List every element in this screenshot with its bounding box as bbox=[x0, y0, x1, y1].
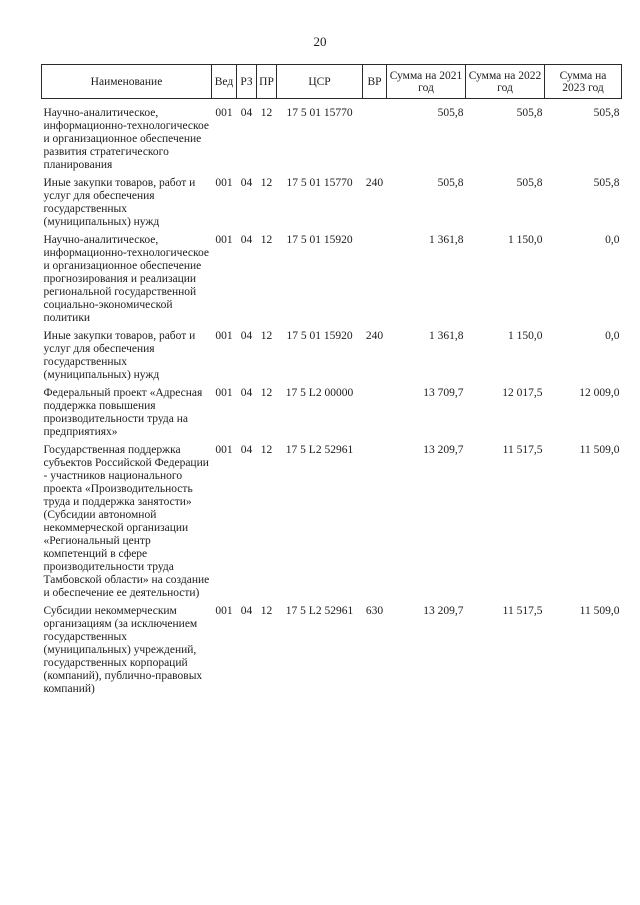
row-name: Научно-аналитическое, информационно-технологическое и организационное обеспечение развития стратегического планирования bbox=[43, 107, 209, 171]
table-header-row bbox=[42, 65, 622, 99]
table-row bbox=[42, 105, 622, 175]
row-sum-2021: 13 709,7 bbox=[423, 387, 464, 399]
row-vr bbox=[363, 105, 387, 175]
row-csr: 17 5 L2 52961 bbox=[285, 444, 354, 456]
row-name: Субсидии некоммерческим организациям (за исключением государственных (муниципальных) учреждений, государственных корпораций (компаний), публично-правовых компаний) bbox=[43, 605, 203, 695]
header-vr: ВР bbox=[363, 65, 387, 99]
header-pr: ПР bbox=[257, 65, 277, 99]
row-rz: 04 bbox=[240, 177, 253, 189]
row-sum-2022: 11 517,5 bbox=[502, 605, 543, 617]
row-ved: 001 bbox=[215, 444, 233, 456]
budget-table bbox=[41, 64, 622, 699]
row-sum-2023: 11 509,0 bbox=[579, 605, 620, 617]
row-sum-2022: 1 150,0 bbox=[508, 234, 543, 246]
row-sum-2023: 505,8 bbox=[593, 107, 620, 119]
row-rz: 04 bbox=[240, 605, 253, 617]
table-row bbox=[42, 442, 622, 603]
row-sum-2022: 505,8 bbox=[516, 177, 543, 189]
table-row bbox=[42, 328, 622, 385]
row-sum-2022: 1 150,0 bbox=[508, 330, 543, 342]
row-pr: 12 bbox=[260, 234, 273, 246]
row-ved: 001 bbox=[215, 605, 233, 617]
row-csr: 17 5 L2 00000 bbox=[285, 387, 354, 399]
row-sum-2023: 0,0 bbox=[605, 234, 620, 246]
row-vr: 240 bbox=[365, 330, 384, 342]
row-rz: 04 bbox=[240, 444, 253, 456]
row-vr bbox=[363, 442, 387, 603]
row-sum-2021: 1 361,8 bbox=[429, 330, 464, 342]
row-pr: 12 bbox=[260, 177, 273, 189]
row-sum-2022: 12 017,5 bbox=[502, 387, 543, 399]
row-csr: 17 5 01 15770 bbox=[286, 177, 353, 189]
row-rz: 04 bbox=[240, 387, 253, 399]
table-row bbox=[42, 232, 622, 328]
header-ved: Вед bbox=[212, 65, 237, 99]
row-ved: 001 bbox=[215, 234, 233, 246]
row-sum-2023: 0,0 bbox=[605, 330, 620, 342]
row-pr: 12 bbox=[260, 330, 273, 342]
row-name: Государственная поддержка субъектов Российской Федерации - участников национального проекта «Производительность труда и поддержка занятости» (Субсидии автономной некоммерческой организации «Региональный центр компетенций в сфере производительности труда Тамбовской области» на создание и обеспечение ее деятельности) bbox=[43, 444, 210, 599]
row-sum-2022: 505,8 bbox=[516, 107, 543, 119]
row-rz: 04 bbox=[240, 330, 253, 342]
row-pr: 12 bbox=[260, 107, 273, 119]
row-pr: 12 bbox=[260, 605, 273, 617]
row-sum-2023: 12 009,0 bbox=[579, 387, 620, 399]
page-number: 20 bbox=[313, 34, 327, 49]
row-pr: 12 bbox=[260, 444, 273, 456]
row-pr: 12 bbox=[260, 387, 273, 399]
table-row bbox=[42, 175, 622, 232]
header-sum-2021: Сумма на 2021 год bbox=[387, 65, 466, 99]
header-sum-2023: Сумма на 2023 год bbox=[545, 65, 622, 99]
row-ved: 001 bbox=[215, 330, 233, 342]
row-rz: 04 bbox=[240, 107, 253, 119]
row-vr bbox=[363, 385, 387, 442]
row-sum-2021: 13 209,7 bbox=[423, 444, 464, 456]
row-sum-2023: 11 509,0 bbox=[579, 444, 620, 456]
row-csr: 17 5 01 15920 bbox=[286, 330, 353, 342]
header-rz: РЗ bbox=[237, 65, 257, 99]
row-name: Иные закупки товаров, работ и услуг для обеспечения государственных (муниципальных) нужд bbox=[43, 330, 196, 381]
row-ved: 001 bbox=[215, 177, 233, 189]
row-sum-2021: 505,8 bbox=[437, 107, 464, 119]
row-rz: 04 bbox=[240, 234, 253, 246]
header-sum-2022: Сумма на 2022 год bbox=[466, 65, 545, 99]
row-name: Научно-аналитическое, информационно-технологическое и организационное обеспечение прогнозирования и реализации региональной государственной социально-экономической политики bbox=[43, 234, 209, 324]
row-ved: 001 bbox=[215, 107, 233, 119]
row-vr bbox=[363, 232, 387, 328]
table-row bbox=[42, 603, 622, 699]
row-name: Иные закупки товаров, работ и услуг для обеспечения государственных (муниципальных) нужд bbox=[43, 177, 196, 228]
row-csr: 17 5 01 15770 bbox=[286, 107, 353, 119]
row-csr: 17 5 L2 52961 bbox=[285, 605, 354, 617]
row-sum-2021: 1 361,8 bbox=[429, 234, 464, 246]
row-sum-2021: 505,8 bbox=[437, 177, 464, 189]
row-sum-2022: 11 517,5 bbox=[502, 444, 543, 456]
header-name: Наименование bbox=[42, 65, 212, 99]
row-name: Федеральный проект «Адресная поддержка повышения производительности труда на предприятиях» bbox=[43, 387, 203, 438]
row-sum-2021: 13 209,7 bbox=[423, 605, 464, 617]
row-vr: 240 bbox=[365, 177, 384, 189]
row-vr: 630 bbox=[365, 605, 384, 617]
row-sum-2023: 505,8 bbox=[593, 177, 620, 189]
row-ved: 001 bbox=[215, 387, 233, 399]
header-csr: ЦСР bbox=[277, 65, 363, 99]
row-csr: 17 5 01 15920 bbox=[286, 234, 353, 246]
table-row bbox=[42, 385, 622, 442]
